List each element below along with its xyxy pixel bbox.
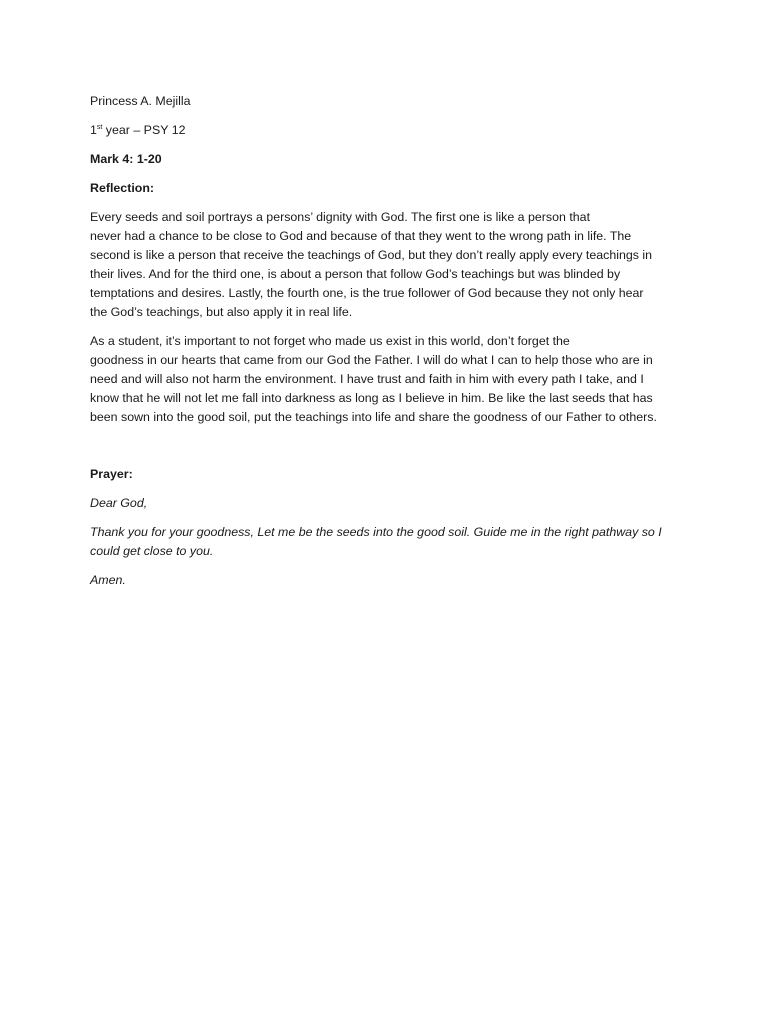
year-number: 1 xyxy=(90,123,97,137)
paragraph-line: As a student, it’s important to not forget who made us exist in this world, don’t forget the xyxy=(90,334,570,348)
paragraph-line: know that he will not let me fall into darkness as long as I believe in him. Be like the last seeds that has xyxy=(90,391,653,405)
prayer-line: could get close to you. xyxy=(90,544,214,558)
reflection-paragraph-1 xyxy=(90,208,680,322)
year-course xyxy=(90,121,680,140)
document-body xyxy=(90,92,680,600)
reflection-paragraph-2 xyxy=(90,332,680,427)
prayer-heading: Prayer: xyxy=(90,467,133,481)
paragraph-line: need and will also not harm the environment. I have trust and faith in him with every path I take, and I xyxy=(90,372,644,386)
paragraph-line: never had a chance to be close to God and because of that they went to the wrong path in life. The xyxy=(90,229,632,243)
blank-line xyxy=(90,437,680,465)
paragraph-line: temptations and desires. Lastly, the fourth one, is the true follower of God because they not only hear xyxy=(90,286,644,300)
prayer-closing: Amen. xyxy=(90,573,126,587)
year-ordinal: st xyxy=(96,123,103,131)
paragraph-line: their lives. And for the third one, is about a person that follow God’s teachings but was blinded by xyxy=(90,267,621,281)
prayer-salutation: Dear God, xyxy=(90,496,148,510)
paragraph-line: goodness in our hearts that came from our God the Father. I will do what I can to help those who are in xyxy=(90,353,653,367)
prayer-line: Thank you for your goodness, Let me be the seeds into the good soil. Guide me in the right pathway so I xyxy=(90,525,662,539)
year-course-text: year – PSY 12 xyxy=(102,123,186,137)
paragraph-line: second is like a person that receive the teachings of God, but they don’t really apply every teachings in xyxy=(90,248,653,262)
paragraph-line: been sown into the good soil, put the teachings into life and share the goodness of our Father to others. xyxy=(90,410,657,424)
paragraph-line: Every seeds and soil portrays a persons’ dignity with God. The first one is like a person that xyxy=(90,210,591,224)
passage-title: Mark 4: 1-20 xyxy=(90,152,162,166)
author-name: Princess A. Mejilla xyxy=(90,94,191,108)
paragraph-line: the God’s teachings, but also apply it in real life. xyxy=(90,305,353,319)
reflection-heading: Reflection: xyxy=(90,181,155,195)
prayer-body xyxy=(90,523,680,561)
